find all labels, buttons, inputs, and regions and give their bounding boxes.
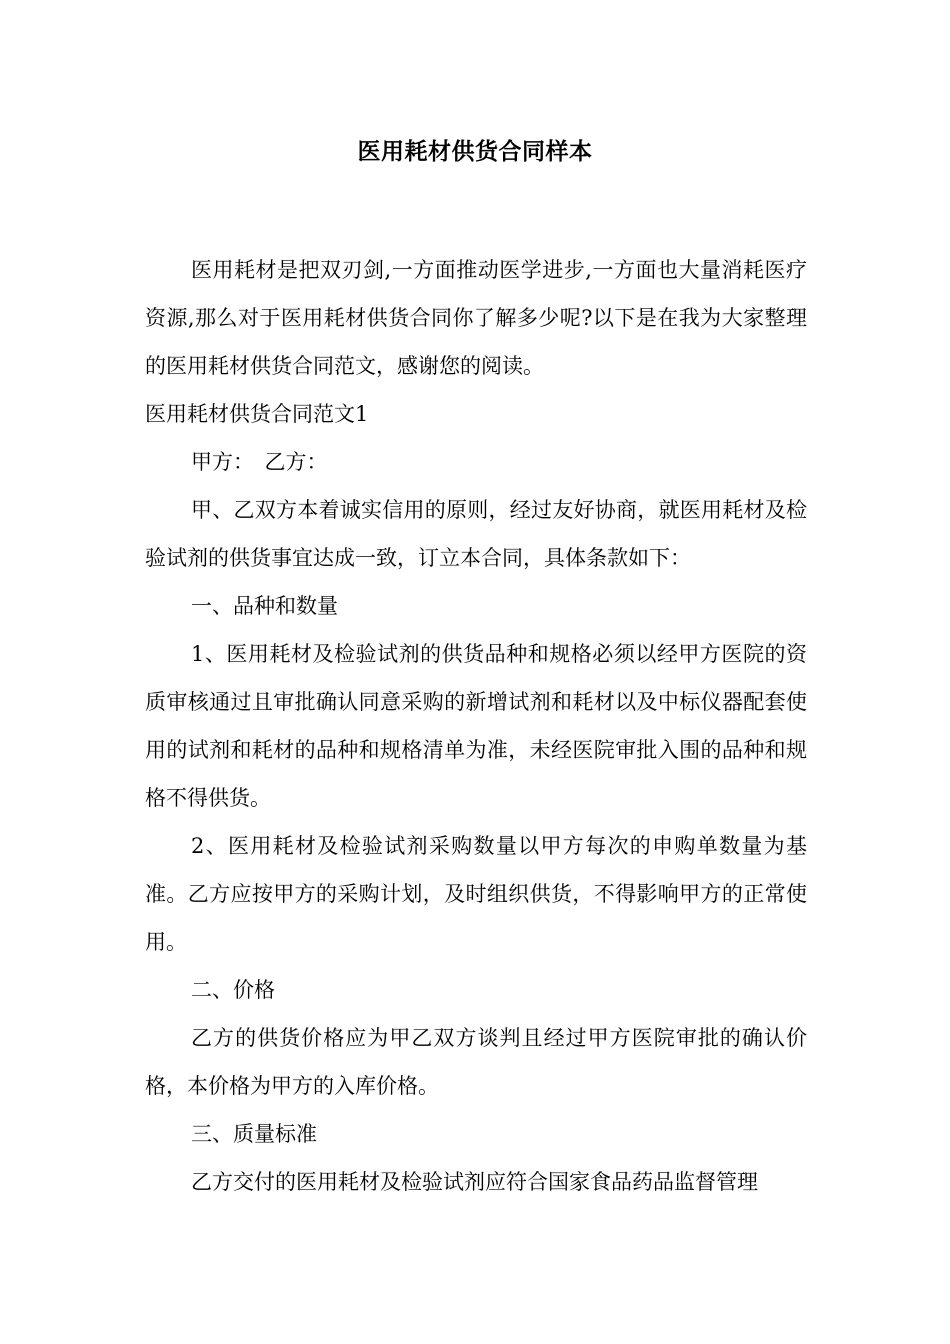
intro-paragraph: 医用耗材是把双刃剑,一方面推动医学进步,一方面也大量消耗医疗资源,那么对于医用耗材供货合同你了解多少呢?以下是在我为大家整理的医用耗材供货合同范文，感谢您的阅读。 — [145, 258, 807, 378]
clause-2-paragraph: 2、医用耗材及检验试剂采购数量以甲方每次的申购单数量为基准。乙方应按甲方的采购计划，及时组织供货，不得影响甲方的正常使用。 — [145, 834, 807, 954]
page-title: 医用耗材供货合同样本 — [357, 139, 593, 165]
price-paragraph: 乙方的供货价格应为甲乙双方谈判且经过甲方医院审批的确认价格，本价格为甲方的入库价格。 — [145, 1026, 807, 1098]
clause-heading-price: 二、价格 — [191, 978, 275, 1002]
document-body — [145, 246, 807, 1206]
parties-line: 甲方： 乙方： — [191, 450, 328, 474]
section-heading-sample-1: 医用耗材供货合同范文1 — [145, 402, 369, 426]
preamble-paragraph: 甲、乙双方本着诚实信用的原则，经过友好协商，就医用耗材及检验试剂的供货事宜达成一致，订立本合同，具体条款如下： — [145, 498, 807, 570]
quality-paragraph: 乙方交付的医用耗材及检验试剂应符合国家食品药品监督管理 — [191, 1170, 758, 1194]
clause-1-paragraph: 1、医用耗材及检验试剂的供货品种和规格必须以经甲方医院的资质审核通过且审批确认同意采购的新增试剂和耗材以及中标仪器配套使用的试剂和耗材的品种和规格清单为准，未经医院审批入围的品种和规格不得供货。 — [145, 642, 807, 810]
clause-heading-variety-quantity: 一、品种和数量 — [191, 594, 338, 618]
clause-heading-quality: 三、质量标准 — [191, 1122, 317, 1146]
